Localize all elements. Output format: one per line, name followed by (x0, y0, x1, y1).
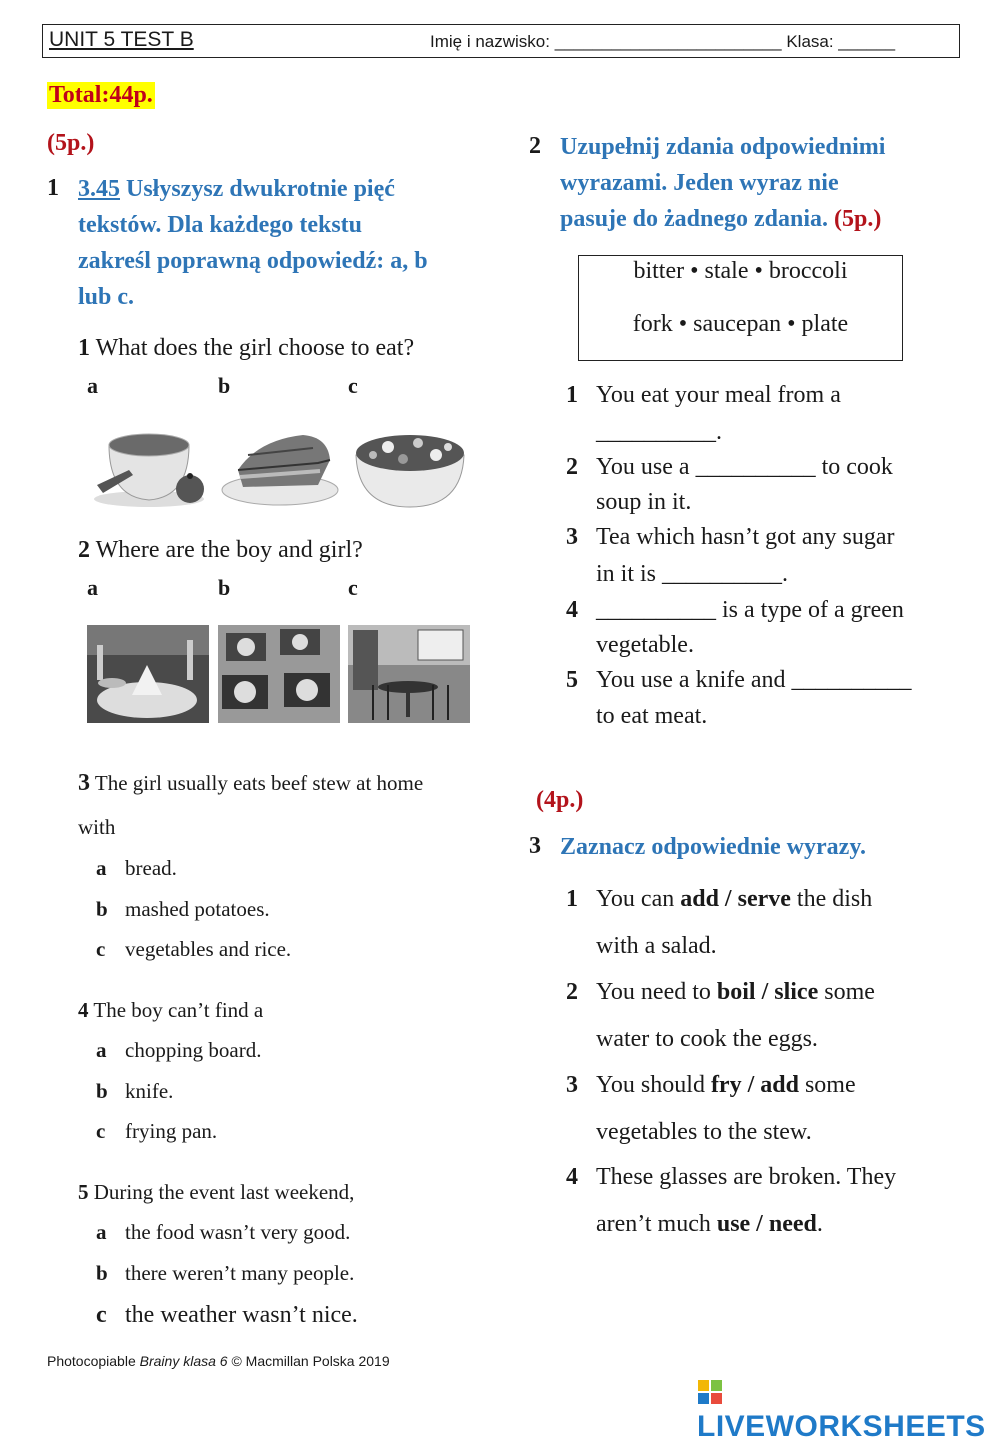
choice-add-serve: add / serve (680, 886, 791, 912)
ex2-item-1[interactable]: 1 You eat your meal from a (566, 382, 841, 408)
word-bank-line1: bitter • stale • broccoli (633, 258, 848, 284)
ex1-number: 1 (47, 175, 59, 201)
restaurant-table-image[interactable] (87, 625, 209, 723)
q2-label-b: b (218, 575, 231, 600)
ex1-instruction: 3.45 Usłyszysz dwukrotnie pięć tekstów. Dla każdego tekstu zakreśl poprawną odpowiedź: a, b lub c. (78, 176, 428, 310)
ex2-item-4-cont: vegetable. (596, 632, 694, 658)
ex3-instruction: Zaznacz odpowiednie wyrazy. (560, 834, 866, 860)
ex2-item-2[interactable]: 2 You use a __________ to cook (566, 454, 893, 480)
q1-label-a: a (87, 373, 98, 398)
ex2-item-2-cont: soup in it. (596, 489, 692, 515)
ex2-item-4[interactable]: 4 __________ is a type of a green (566, 597, 904, 623)
q5-option-a[interactable]: a the food wasn’t very good. (96, 1220, 351, 1244)
choice-fry-add: fry / add (710, 1072, 799, 1098)
q4-option-b[interactable]: b knife. (96, 1079, 174, 1103)
ex2-item-3[interactable]: 3 Tea which hasn’t got any sugar (566, 524, 895, 550)
choice-use-need: use / need (716, 1211, 817, 1237)
ex2-instruction: Uzupełnij zdania odpowiednimi wyrazami. Jeden wyraz nie pasuje do żadnego zdania. (5p.) (560, 134, 886, 232)
header-box (42, 24, 960, 58)
ex1-q5: 5 During the event last weekend, (78, 1180, 355, 1204)
liveworksheets-logo[interactable]: LIVEWORKSHEETS (697, 1376, 1000, 1444)
total-points: Total:44p. (49, 82, 153, 108)
q2-label-c: c (348, 575, 358, 600)
q3-option-b[interactable]: b mashed potatoes. (96, 897, 270, 921)
ex1-q3-cont: with (78, 815, 116, 839)
q2-label-a: a (87, 575, 98, 600)
ex2-item-5-cont: to eat meat. (596, 703, 708, 729)
q3-option-c[interactable]: c vegetables and rice. (96, 937, 292, 961)
salad-image[interactable] (348, 415, 470, 510)
q5-option-b[interactable]: b there weren’t many people. (96, 1261, 355, 1285)
ex2-item-1-blank[interactable]: __________. (596, 419, 722, 445)
sandwich-image[interactable] (218, 415, 340, 510)
word-bank (578, 255, 903, 361)
q4-option-c[interactable]: c frying pan. (96, 1119, 218, 1143)
ex2-number: 2 (529, 133, 541, 159)
q1-label-c: c (348, 373, 358, 398)
ex1-q2: 2 Where are the boy and girl? (78, 537, 363, 563)
ex3-points: (4p.) (536, 787, 584, 813)
ex1-q1: 1 What does the girl choose to eat? (78, 335, 415, 361)
ex2-item-3-cont[interactable]: in it is __________. (596, 561, 789, 587)
cafe-interior-image[interactable] (348, 625, 470, 723)
q1-label-b: b (218, 373, 231, 398)
ex3-item-1[interactable]: 1 You can add / serve the dish with a salad. (566, 886, 873, 959)
test-title: UNIT 5 TEST B (49, 28, 194, 51)
canteen-trays-image[interactable] (218, 625, 340, 723)
soup-image[interactable] (87, 415, 209, 510)
name-class-field: Imię i nazwisko: ________________________ Klasa: ______ (430, 32, 896, 51)
ex3-item-3[interactable]: 3 You should fry / add some vegetables to the stew. (566, 1072, 856, 1145)
ex3-item-4[interactable]: 4 These glasses are broken. They aren’t much use / need. (566, 1164, 897, 1237)
word-bank-line2: fork • saucepan • plate (632, 311, 849, 337)
liveworksheets-logo-icon (697, 1379, 723, 1405)
footer-copyright: Photocopiable Brainy klasa 6 © Macmillan Polska 2019 (47, 1353, 390, 1369)
q3-option-a[interactable]: a bread. (96, 856, 177, 880)
ex2-points: (5p.) (834, 206, 882, 232)
q5-option-c[interactable]: c the weather wasn’t nice. (96, 1302, 358, 1328)
ex1-q4: 4 The boy can’t find a (78, 998, 264, 1022)
ex3-number: 3 (529, 833, 541, 859)
ex2-item-5[interactable]: 5 You use a knife and __________ (566, 667, 912, 693)
ex3-item-2[interactable]: 2 You need to boil / slice some water to cook the eggs. (566, 979, 875, 1052)
ex1-q3: 3 The girl usually eats beef stew at home (78, 770, 424, 796)
q4-option-a[interactable]: a chopping board. (96, 1038, 262, 1062)
choice-boil-slice: boil / slice (716, 979, 819, 1005)
track-number[interactable]: 3.45 (78, 176, 120, 202)
ex1-points: (5p.) (47, 130, 95, 156)
